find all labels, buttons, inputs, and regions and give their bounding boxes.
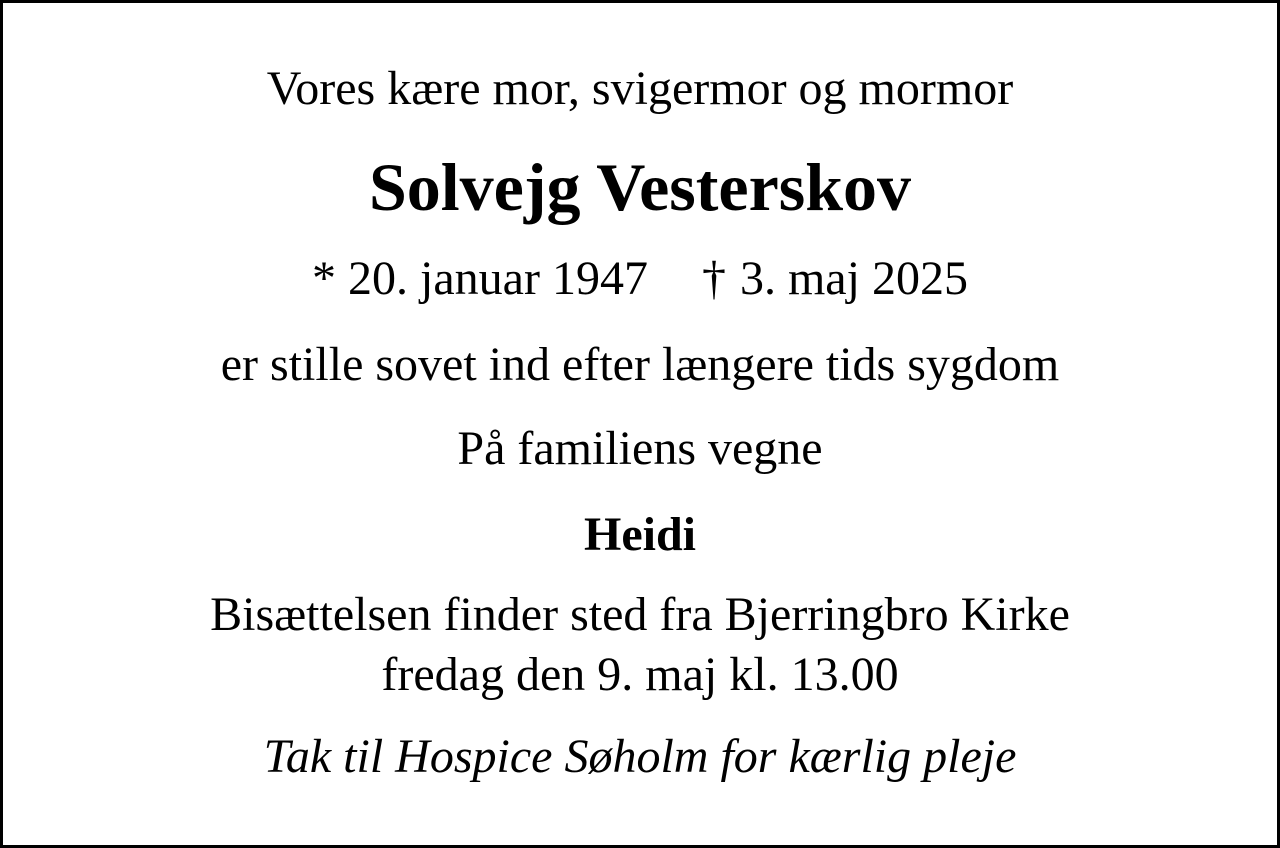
birth-star-icon: * bbox=[312, 252, 337, 305]
death-cross-icon: † bbox=[701, 252, 726, 305]
birth-date: 20. januar 1947 bbox=[348, 252, 648, 305]
deceased-name: Solvejg Vesterskov bbox=[368, 149, 912, 225]
intro-line: Vores kære mor, svigermor og mormor bbox=[266, 62, 1014, 115]
cause-line: er stille sovet ind efter længere tids sygdom bbox=[220, 338, 1060, 391]
funeral-location: Bisættelsen finder sted fra Bjerringbro Kirke bbox=[210, 588, 1070, 641]
on-behalf-line: På familiens vegne bbox=[457, 422, 823, 475]
life-dates bbox=[3, 252, 1277, 305]
funeral-time: fredag den 9. maj kl. 13.00 bbox=[381, 648, 899, 701]
death-date: 3. maj 2025 bbox=[739, 252, 968, 305]
thanks-line: Tak til Hospice Søholm for kærlig pleje bbox=[263, 730, 1017, 783]
signer-name: Heidi bbox=[583, 508, 696, 561]
